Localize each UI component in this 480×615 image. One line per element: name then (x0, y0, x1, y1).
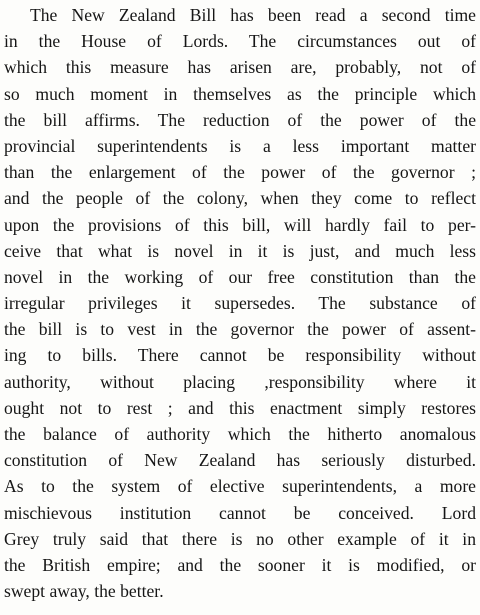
text-line-19: As to the system of elective superintendents, a more (4, 476, 476, 497)
text-line-18: constitution of New Zealand has seriously disturbed. (4, 450, 476, 471)
text-line-13: the bill is to vest in the governor the power of assent- (4, 319, 476, 340)
text-line-9: upon the provisions of this bill, will hardly fail to per- (4, 214, 476, 235)
text-line-21: Grey truly said that there is no other example of it in (4, 528, 476, 549)
text-line-8: and the people of the colony, when they come to reflect (4, 188, 476, 209)
text-line-4: so much moment in themselves as the principle which (4, 83, 476, 104)
text-line-10: ceive that what is novel in it is just, and much less (4, 240, 476, 261)
article-body (4, 2, 480, 604)
text-line-16: ought not to rest ; and this enactment simply restores (4, 397, 476, 418)
text-line-6: provincial superintendents is a less important matter (4, 135, 476, 156)
text-line-3: which this measure has arisen are, probably, not of (4, 57, 476, 78)
text-line-22: the British empire; and the sooner it is modified, or (4, 554, 476, 575)
text-line-23: swept away, the better. (4, 581, 164, 602)
text-line-2: in the House of Lords. The circumstances out of (4, 31, 476, 52)
text-line-12: irregular privileges it supersedes. The substance of (4, 293, 476, 314)
text-line-1: The New Zealand Bill has been read a second time (30, 5, 476, 25)
text-line-15: authority, without placing ,responsibility where it (4, 371, 476, 392)
text-line-5: the bill affirms. The reduction of the power of the (4, 109, 476, 130)
text-line-11: novel in the working of our free constitution than the (4, 266, 476, 287)
text-line-7: than the enlargement of the power of the governor ; (4, 162, 476, 183)
text-line-17: the balance of authority which the hitherto anomalous (4, 424, 476, 444)
text-line-14: ing to bills. There cannot be responsibility without (4, 345, 476, 366)
text-line-20: mischievous institution cannot be conceived. Lord (4, 502, 476, 523)
